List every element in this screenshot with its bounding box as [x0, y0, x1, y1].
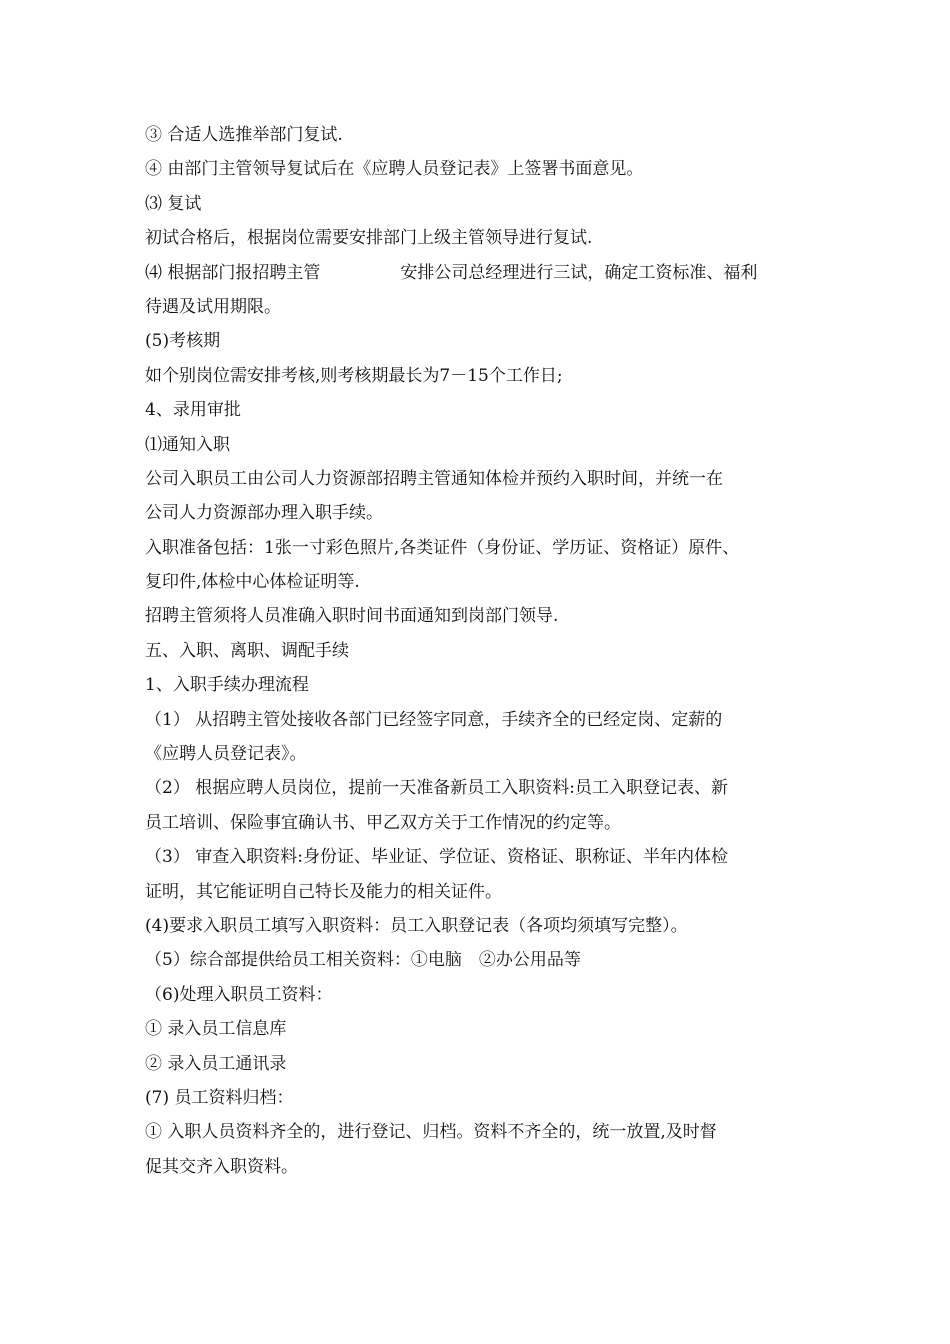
text-line: 复印件,体检中心体检证明等.	[145, 572, 360, 593]
text-line: ① 录入员工信息库	[145, 1019, 287, 1040]
text-line: (5)考核期	[145, 331, 221, 352]
text-segment: 安排公司总经理进行三试，确定工资标准、福利	[400, 262, 758, 283]
text-line: 促其交齐入职资料。	[145, 1156, 298, 1177]
text-line: 公司入职员工由公司人力资源部招聘主管通知体检并预约入职时间，并统一在	[145, 468, 723, 489]
text-line: 《应聘人员登记表》。	[145, 744, 307, 765]
text-line: (4)要求入职员工填写入职资料：员工入职登记表（各项均须填写完整）。	[145, 915, 688, 936]
text-line: 入职准备包括：1张一寸彩色照片,各类证件（身份证、学历证、资格证）原件、	[145, 537, 740, 558]
section-heading: 4、录用审批	[145, 400, 241, 421]
text-line: ③ 合适人选推举部门复试.	[145, 125, 343, 145]
text-line: 证明，其它能证明自己特长及能力的相关证件。	[145, 881, 502, 902]
text-line: 初试合格后，根据岗位需要安排部门上级主管领导进行复试.	[145, 228, 593, 249]
text-line: ⑶ 复试	[145, 193, 202, 214]
text-line: 招聘主管须将人员准确入职时间书面通知到岗部门领导.	[145, 606, 559, 627]
text-line: 如个别岗位需安排考核,则考核期最长为7－15个工作日;	[145, 365, 563, 386]
text-line: （1） 从招聘主管处接收各部门已经签字同意，手续齐全的已经定岗、定薪的	[145, 709, 723, 730]
text-segment: ⑷ 根据部门报招聘主管	[145, 262, 321, 283]
text-line: (7) 员工资料归档：	[145, 1087, 294, 1108]
text-line: ⑴通知入职	[145, 434, 230, 455]
section-heading: 1、入职手续办理流程	[145, 675, 309, 696]
text-line: ① 入职人员资料齐全的，进行登记、归档。资料不齐全的，统一放置,及时督	[145, 1122, 717, 1143]
section-heading: 五、入职、离职、调配手续	[145, 640, 349, 661]
text-line: ② 录入员工通讯录	[145, 1053, 287, 1074]
text-line: （6)处理入职员工资料：	[145, 984, 333, 1005]
text-line	[145, 256, 825, 290]
text-line: （3） 审查入职资料:身份证、毕业证、学位证、资格证、职称证、半年内体检	[145, 847, 728, 868]
text-line: 员工培训、保险事宜确认书、甲乙双方关于工作情况的约定等。	[145, 812, 621, 833]
text-line: 公司人力资源部办理入职手续。	[145, 503, 383, 524]
text-line: ④ 由部门主管领导复试后在《应聘人员登记表》上签署书面意见。	[145, 159, 644, 180]
text-line: 待遇及试用期限。	[145, 296, 281, 317]
document-body	[145, 118, 825, 1184]
text-line: （5）综合部提供给员工相关资料：①电脑 ②办公用品等	[145, 950, 581, 971]
text-line: （2） 根据应聘人员岗位，提前一天准备新员工入职资料:员工入职登记表、新	[145, 778, 728, 799]
